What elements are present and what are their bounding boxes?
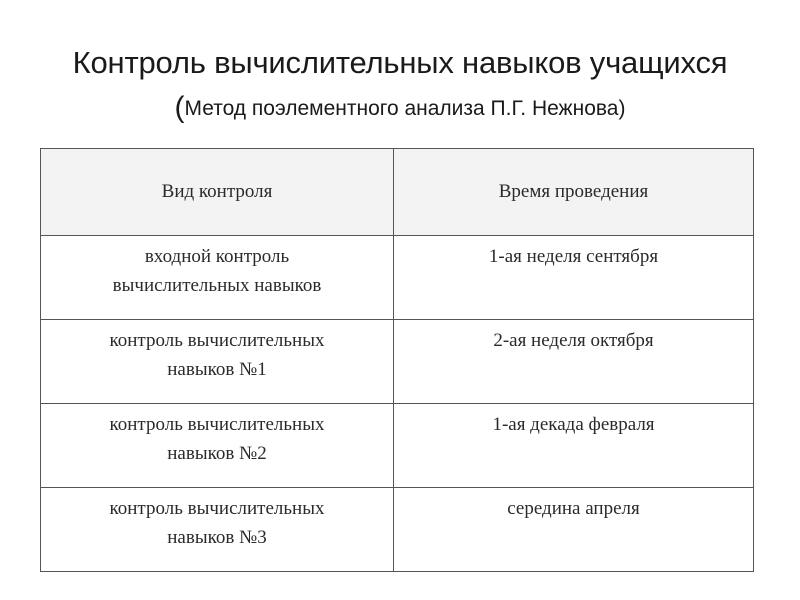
table-row [41, 404, 754, 488]
control-schedule-table [40, 148, 754, 572]
table-row [41, 488, 754, 572]
time-cell: 2-ая неделя октября [394, 320, 754, 404]
column-header-control-type: Вид контроля [41, 149, 394, 236]
control-type-line2: навыков №1 [167, 359, 267, 380]
control-type-cell [41, 488, 394, 572]
control-type-cell [41, 320, 394, 404]
slide-subtitle [0, 90, 800, 125]
subtitle-text: Метод поэлементного анализа П.Г. Нежнова) [184, 97, 626, 120]
control-type-line1: контроль вычислительных [109, 414, 325, 435]
control-type-line2: навыков №2 [167, 443, 267, 464]
table-header-row [41, 149, 754, 236]
slide-title: Контроль вычислительных навыков учащихся [72, 45, 728, 80]
control-type-line1: входной контроль [144, 246, 290, 267]
control-type-cell [41, 404, 394, 488]
time-cell: 1-ая декада февраля [394, 404, 754, 488]
control-type-line2: навыков №3 [167, 527, 267, 548]
time-cell: середина апреля [394, 488, 754, 572]
control-type-line2: вычислительных навыков [112, 275, 322, 296]
table-row [41, 320, 754, 404]
control-type-line1: контроль вычислительных [109, 330, 325, 351]
time-cell: 1-ая неделя сентября [394, 236, 754, 320]
control-type-line1: контроль вычислительных [109, 498, 325, 519]
column-header-time: Время проведения [394, 149, 754, 236]
subtitle-open-paren: ( [174, 91, 185, 124]
table-row [41, 236, 754, 320]
control-type-cell [41, 236, 394, 320]
